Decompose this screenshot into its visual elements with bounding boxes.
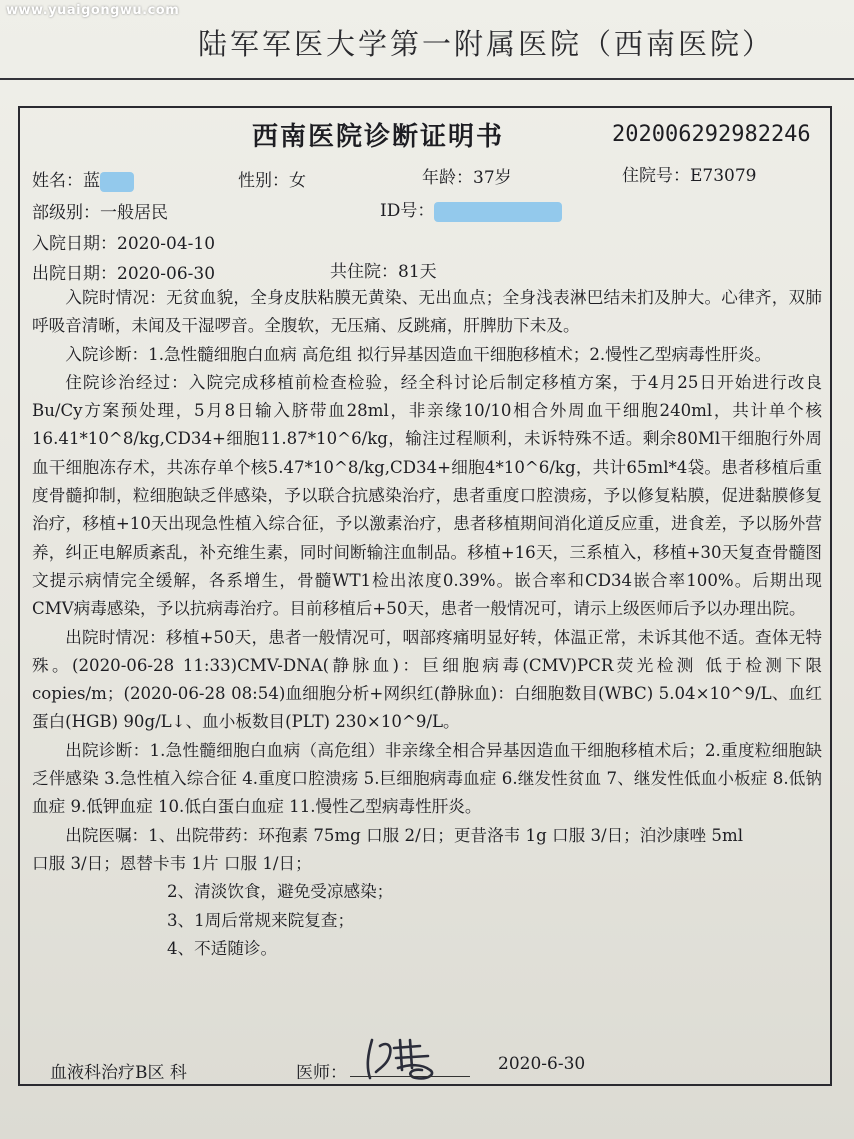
admit-date-label: 入院日期： <box>32 234 117 254</box>
discharge-date-field <box>32 259 215 284</box>
watermark: www.yuaigongwu.com <box>6 3 180 18</box>
stay-value: 81天 <box>398 262 437 282</box>
admit-date-value: 2020-04-10 <box>117 234 216 254</box>
category-field <box>32 198 168 223</box>
redaction-mask <box>434 202 562 222</box>
discharge-orders-line2: 口服 3/日；恩替卡韦 1片 口服 1/日； <box>32 853 312 873</box>
category-label: 部级别： <box>32 203 100 223</box>
discharge-status: 出院时情况：移植+50天，患者一般情况可，咽部疼痛明显好转，体温正常，未诉其他不适。查体无特殊。(2020-06-28 11:33)CMV-DNA(静脉血)：巨细胞病毒(CMV)PCR荧光检测 低于检测下限copies/m；(2020-06-28 08:54)血细胞分析+网织红(静脉血)：白细胞数目(WBC) 5.04×10^9/L、血红蛋白(HGB) 90g/L↓、血小板数目(PLT) 230×10^9/L。 <box>32 627 822 732</box>
serial-number: 202006292982246 <box>612 122 811 147</box>
discharge-orders-line1: 出院医嘱：1、出院带药：环孢素 75mg 口服 2/日；更昔洛韦 1g 口服 3/日；泊沙康唑 5ml <box>65 825 744 845</box>
stay-label: 共住院： <box>330 262 398 282</box>
id-label: ID号： <box>380 201 435 221</box>
category-value: 一般居民 <box>100 203 168 223</box>
discharge-date-label: 出院日期： <box>32 264 117 284</box>
age-field <box>422 163 512 188</box>
document-body <box>32 284 822 963</box>
hospital-name: 陆军军医大学第一附属医院（西南医院） <box>198 27 775 61</box>
header-rule <box>0 78 854 80</box>
sex-label: 性别： <box>238 171 289 191</box>
discharge-order-2: 2、清淡饮食，避免受凉感染； <box>167 882 394 902</box>
admission-diagnosis: 入院诊断：1.急性髓细胞白血病 高危组 拟行异基因造血干细胞移植术；2.慢性乙型病毒性肝炎。 <box>65 344 772 364</box>
discharge-order-4: 4、不适随诊。 <box>167 938 278 958</box>
discharge-order-3: 3、1周后常规来院复查； <box>167 910 355 930</box>
redaction-mask <box>100 172 134 192</box>
admit-date-field <box>32 229 215 254</box>
admission-no-field <box>622 161 757 186</box>
id-field <box>380 196 562 222</box>
sign-date: 2020-6-30 <box>498 1054 586 1074</box>
signature-line <box>350 1076 470 1077</box>
treatment-course: 住院诊治经过：入院完成移植前检查检验，经全科讨论后制定移植方案，于4月25日开始进行改良Bu/Cy方案预处理，5月8日输入脐带血28ml，非亲缘10/10相合外周血干细胞240ml，共计单个核16.41*10^8/kg,CD34+细胞11.87*10^6/kg，输注过程顺利，未诉特殊不适。剩余80Ml干细胞行外周血干细胞冻存术，共冻存单个核5.47*10^8/kg,CD34+细胞4*10^6/kg，共计65ml*4袋。患者移植后重度骨髓抑制，粒细胞缺乏伴感染，予以联合抗感染治疗，患者重度口腔溃疡，予以修复粘膜，促进黏膜修复治疗，移植+10天出现急性植入综合征，予以激素治疗，患者移植期间消化道反应重，进食差，予以肠外营养，纠正电解质紊乱，补充维生素，同时间断输注血制品。移植+16天，三系植入，移植+30天复查骨髓图文提示病情完全缓解，各系增生，骨髓WT1检出浓度0.39%。嵌合率和CD34嵌合率100%。后期出现CMV病毒感染，予以抗病毒治疗。目前移植后+50天，患者一般情况可，请示上级医师后予以办理出院。 <box>32 372 822 619</box>
doctor-label: 医师： <box>296 1063 347 1083</box>
name-label: 姓名： <box>32 171 83 191</box>
department: 血液科治疗B区 科 <box>50 1063 187 1083</box>
document-title: 西南医院诊断证明书 <box>252 122 505 152</box>
age-label: 年龄： <box>422 168 473 188</box>
sex-field <box>238 166 306 191</box>
name-value: 蓝 <box>83 171 100 191</box>
admission-no-value: E73079 <box>690 166 757 186</box>
patient-name-field <box>32 166 134 192</box>
admission-no-label: 住院号： <box>622 166 690 186</box>
discharge-diagnosis: 出院诊断：1.急性髓细胞白血病（高危组）非亲缘全相合异基因造血干细胞移植术后；2.重度粒细胞缺乏伴感染 3.急性植入综合征 4.重度口腔溃疡 5.巨细胞病毒血症 6.继发性贫血 7、继发性低血小板症 8.低钠血症 9.低钾血症 10.低白蛋白血症 11.慢性乙型病毒性肝炎。 <box>32 740 822 817</box>
admission-status: 入院时情况：无贫血貌，全身皮肤粘膜无黄染、无出血点；全身浅表淋巴结未扪及肿大。心律齐，双肺呼吸音清晰，未闻及干湿啰音。全腹软，无压痛、反跳痛，肝脾肋下未及。 <box>32 288 822 336</box>
age-value: 37岁 <box>473 168 512 188</box>
discharge-date-value: 2020-06-30 <box>117 264 216 284</box>
stay-field <box>330 257 437 282</box>
sex-value: 女 <box>289 171 306 191</box>
